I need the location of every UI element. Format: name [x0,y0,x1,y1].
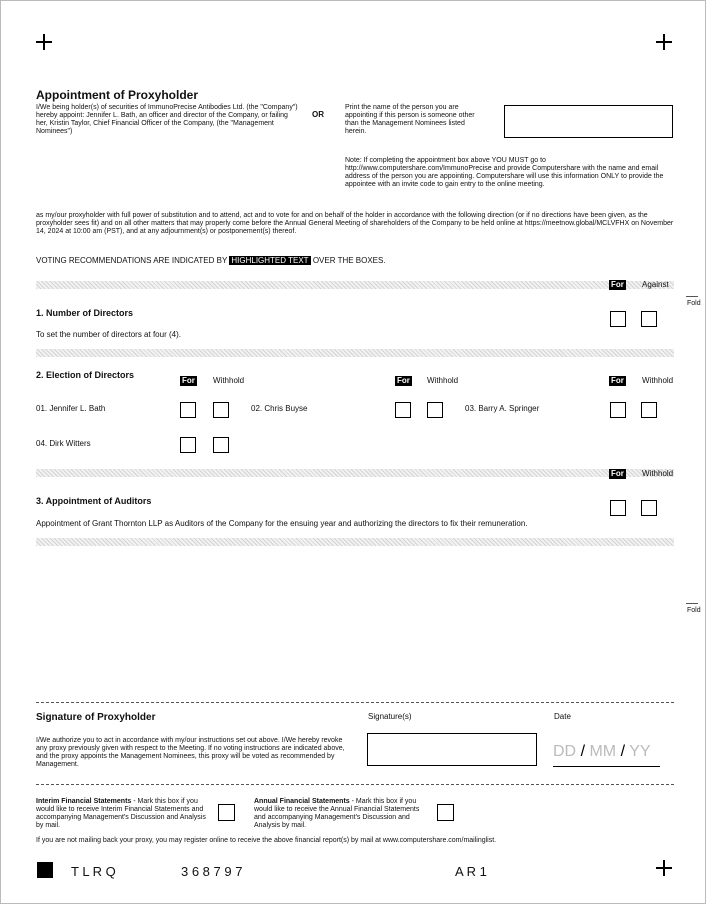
footer-black-square [37,862,53,878]
item3-withhold-checkbox[interactable] [641,500,657,516]
item3-for-checkbox[interactable] [610,500,626,516]
item1-for-header: For [611,280,624,289]
annual-desc: - Mark this box if you would like to receive the Annual Financial Statements and accompanying Management's Discussion and Analysis by mail. [254,798,420,829]
date-label: Date [554,712,571,721]
item2-col3-withhold-header: Withhold [642,376,674,385]
nominee-2-label: 02. Chris Buyse [251,404,308,413]
registration-mark-top-left [36,34,52,50]
item1-for-checkbox[interactable] [610,311,626,327]
fold-label-2: Fold [687,607,701,614]
footer-code-3: A R 1 [455,864,487,879]
voting-rec-before: VOTING RECOMMENDATIONS ARE INDICATED BY [36,256,228,265]
appointee-name-input[interactable] [504,105,673,138]
appoint-text: I/We being holder(s) of securities of ImmunoPrecise Antibodies Ltd. (the "Company") hereby appoint: Jennifer L. Bath, an officer and director of the Company, or failing her, Kristin Taylor, Chief Financial Officer of the Company, (the "Management Nominees") [36,104,298,135]
footer-code-1: T L R Q [71,864,116,879]
item3-title: 3. Appointment of Auditors [36,496,152,506]
signature-label: Signature(s) [368,712,412,721]
voting-recommendation-line [36,256,386,265]
signature-top-rule [36,702,674,703]
date-dd: DD [553,743,577,760]
nominee-4-label: 04. Dirk Witters [36,439,91,448]
interim-desc: - Mark this box if you would like to receive Interim Financial Statements and accompanying Management's Discussion and Analysis by mail. [36,798,206,829]
annual-text [254,798,432,830]
item1-title: 1. Number of Directors [36,308,134,318]
signature-input[interactable] [367,733,537,766]
section-divider-1 [36,281,674,289]
nominee-4-for-checkbox[interactable] [180,437,196,453]
item3-for-header: For [611,469,624,478]
nominee-2-for-checkbox[interactable] [395,402,411,418]
date-input[interactable] [553,740,660,767]
item2-col1-for-header: For [182,376,195,385]
signature-text: I/We authorize you to act in accordance with my/our instructions set out above. I/We hereby revoke any proxy previously given with respect to the Meeting. If no voting instructions are indicated above, and the proxy appoints the Management Nominees, this proxy will be voted as recommended by Management. [36,737,345,768]
nominee-3-for-checkbox[interactable] [610,402,626,418]
item1-desc: To set the number of directors at four (4). [36,330,181,339]
date-sep-2: / [620,743,626,760]
interim-text [36,798,214,830]
annual-bold: Annual Financial Statements [254,798,350,805]
section-divider-2 [36,349,674,357]
item2-title: 2. Election of Directors [36,370,135,380]
registration-mark-top-right [656,34,672,50]
or-label: OR [312,110,324,119]
item1-against-checkbox[interactable] [641,311,657,327]
date-yy: YY [629,743,651,760]
section-divider-4 [36,538,674,546]
item1-against-header: Against [642,280,669,289]
nominee-1-for-checkbox[interactable] [180,402,196,418]
fold-line-1 [686,296,698,297]
item3-desc: Appointment of Grant Thornton LLP as Auditors of the Company for the ensuing year and authorizing the directors to fix their remuneration. [36,519,528,528]
footer-code-2: 3 6 8 7 9 7 [181,864,243,879]
interim-checkbox[interactable] [218,804,235,821]
section-divider-3 [36,469,674,477]
annual-checkbox[interactable] [437,804,454,821]
item2-col1-withhold-header: Withhold [213,376,245,385]
signature-title: Signature of Proxyholder [36,712,156,723]
voting-rec-after: OVER THE BOXES. [312,256,386,265]
registration-mark-bottom-right [656,860,672,876]
proxy-text: as my/our proxyholder with full power of substitution and to attend, act and to vote for and on behalf of the holder in accordance with the following direction (or if no directions have been given, as the proxyholder sees fit) and on all other matters that may properly come before the Annual General Meeting of shareholders of the Company to be held online at https://meetnow.global/MCLVFHX on November 14, 2024 at 10:00 am (PST), and at any adjournment(s) or postponement(s) thereof. [36,212,674,235]
nominee-1-withhold-checkbox[interactable] [213,402,229,418]
nominee-1-label: 01. Jennifer L. Bath [36,404,106,413]
item2-col2-for-header: For [397,376,410,385]
item2-col2-withhold-header: Withhold [427,376,459,385]
item2-col3-for-header: For [611,376,624,385]
date-mm: MM [589,743,617,760]
interim-bold: Interim Financial Statements [36,798,132,805]
nominee-3-label: 03. Barry A. Springer [465,404,540,413]
print-name-text: Print the name of the person you are appointing if this person is someone other than the Management Nominees listed herein. [345,104,475,135]
nominee-3-withhold-checkbox[interactable] [641,402,657,418]
voting-rec-highlight: HIGHLIGHTED TEXT [231,256,309,265]
nominee-4-withhold-checkbox[interactable] [213,437,229,453]
financial-top-rule [36,784,674,785]
date-sep-1: / [580,743,586,760]
note-text: Note: If completing the appointment box above YOU MUST go to http://www.computershare.com/ImmunoPrecise and provide Computershare with the name and email address of the person you are appointing. Computershare will use this information ONLY to provide the appointee with an invite code to gain entry to the online meeting. [345,157,664,188]
form-title: Appointment of Proxyholder [36,88,198,102]
fold-line-2 [686,603,698,604]
fold-label-1: Fold [687,300,701,307]
item3-withhold-header: Withhold [642,469,674,478]
nominee-2-withhold-checkbox[interactable] [427,402,443,418]
mailing-text: If you are not mailing back your proxy, you may register online to receive the above financial report(s) by mail at www.computershare.com/mailinglist. [36,837,497,844]
